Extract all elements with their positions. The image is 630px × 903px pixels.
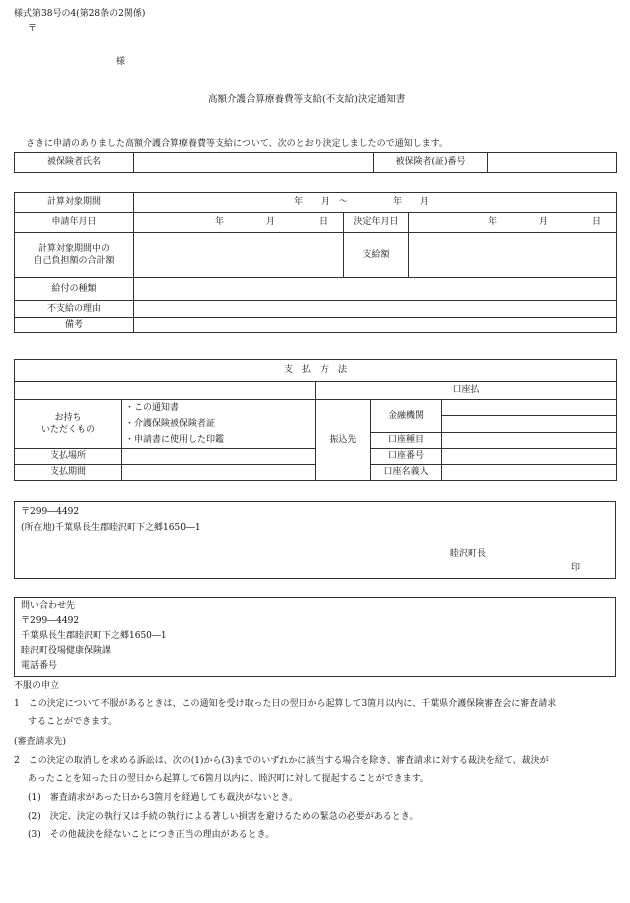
contact-address: 千葉県長生郡睦沢町下之郷1650―1 — [21, 631, 167, 641]
insured-number-label: 被保険者(証)番号 — [374, 153, 488, 173]
insured-name-value[interactable] — [134, 153, 374, 173]
sama-label: 様 — [116, 57, 126, 67]
bank-value-1[interactable] — [442, 400, 617, 416]
payment-amount-value[interactable] — [409, 233, 617, 278]
account-holder-label: 口座名義人 — [371, 465, 442, 481]
issuer-mayor: 睦沢町長 — [450, 549, 487, 559]
calculation-table — [14, 192, 617, 333]
benefit-type-value[interactable] — [134, 278, 617, 301]
contact-postal: 〒299―4492 — [21, 616, 80, 626]
payment-place-value[interactable] — [122, 449, 316, 465]
decision-date-value[interactable]: 年 月 日 — [409, 213, 617, 233]
objection-title: 不服の申立 — [14, 681, 60, 691]
payment-period-value[interactable] — [122, 465, 316, 481]
remarks-label: 備考 — [15, 318, 134, 333]
apply-date-value[interactable]: 年 月 日 — [134, 213, 344, 233]
insured-name-label: 被保険者氏名 — [15, 153, 134, 173]
issuer-address: (所在地)千葉県長生郡睦沢町下之郷1650―1 — [21, 523, 201, 533]
selfpay-total-label: 計算対象期間中の 自己負担額の合計額 — [15, 233, 134, 278]
note-item-1a: 1 この決定について不服があるときは、この通知を受け取った日の翌日から起算して3箇月以内に、千葉県介護保険審査会に審査請求 — [14, 699, 557, 709]
account-number-value[interactable] — [442, 449, 617, 465]
benefit-type-label: 給付の種類 — [15, 278, 134, 301]
bring-items-label: お持ち いただくもの — [15, 400, 122, 449]
insured-number-value[interactable] — [488, 153, 617, 173]
intro-text: さきに申請のありました高額介護合算療養費等支給について、次のとおり決定しましたので通知します。 — [26, 139, 448, 149]
page-title: 高額介護合算療養費等支給(不支給)決定通知書 — [208, 94, 406, 105]
payment-period-label: 支払期間 — [15, 465, 122, 481]
contact-office: 睦沢町役場健康保険課 — [21, 646, 112, 656]
account-holder-value[interactable] — [442, 465, 617, 481]
payment-amount-label: 支給額 — [344, 233, 409, 278]
reason-value[interactable] — [134, 301, 617, 318]
note-item-1b: することができます。 — [28, 717, 118, 727]
note-sub-3: (3) その他裁決を経ないことにつき正当の理由があるとき。 — [28, 830, 275, 840]
decision-date-label: 決定年月日 — [344, 213, 409, 233]
payment-method-table — [14, 359, 617, 481]
account-number-label: 口座番号 — [371, 449, 442, 465]
issuer-postal: 〒299―4492 — [21, 507, 80, 517]
form-number: 様式第38号の4(第28条の2関係) — [14, 9, 146, 19]
bank-value-2[interactable] — [442, 416, 617, 432]
apply-date-label: 申請年月日 — [15, 213, 134, 233]
remarks-value[interactable] — [134, 318, 617, 333]
account-transfer-label: 口座払 — [316, 382, 617, 400]
seal-mark: 印 — [571, 563, 581, 573]
payment-method-title: 支 払 方 法 — [15, 360, 617, 382]
transfer-label: 振込先 — [316, 400, 371, 481]
contact-phone-label: 電話番号 — [21, 661, 58, 671]
contact-box — [14, 597, 616, 677]
postal-mark: 〒 — [28, 24, 38, 34]
account-type-value[interactable] — [442, 432, 617, 448]
payment-blank-cell — [15, 382, 316, 400]
note-sub-2: (2) 決定、決定の執行又は手続の執行による著しい損害を避けるための緊急の必要があるとき。 — [28, 812, 419, 822]
period-value[interactable]: 年 月 〜 年 月 — [134, 193, 617, 213]
note-sub-1: (1) 審査請求があった日から3箇月を経過しても裁決がないとき。 — [28, 793, 299, 803]
note-item-2b: あったことを知った日の翌日から起算して6箇月以内に、睦沢町に対して提起することができます。 — [28, 774, 429, 784]
reason-label: 不支給の理由 — [15, 301, 134, 318]
note-item-2a: 2 この決定の取消しを求める訴訟は、次の(1)から(3)までのいずれかに該当する場合を除き、審査請求に対する裁決を経て、裁決が — [14, 756, 549, 766]
review-title: (審査請求先) — [14, 737, 67, 747]
period-label: 計算対象期間 — [15, 193, 134, 213]
payment-place-label: 支払場所 — [15, 449, 122, 465]
account-type-label: 口座種目 — [371, 432, 442, 448]
issuer-box — [14, 501, 616, 579]
bring-items-list: ・この通知書 ・介護保険被保険者証 ・申請書に使用した印鑑 — [122, 400, 316, 449]
bank-label: 金融機関 — [371, 400, 442, 433]
insured-table — [14, 152, 617, 173]
contact-title: 問い合わせ先 — [21, 601, 76, 611]
selfpay-total-value[interactable] — [134, 233, 344, 278]
